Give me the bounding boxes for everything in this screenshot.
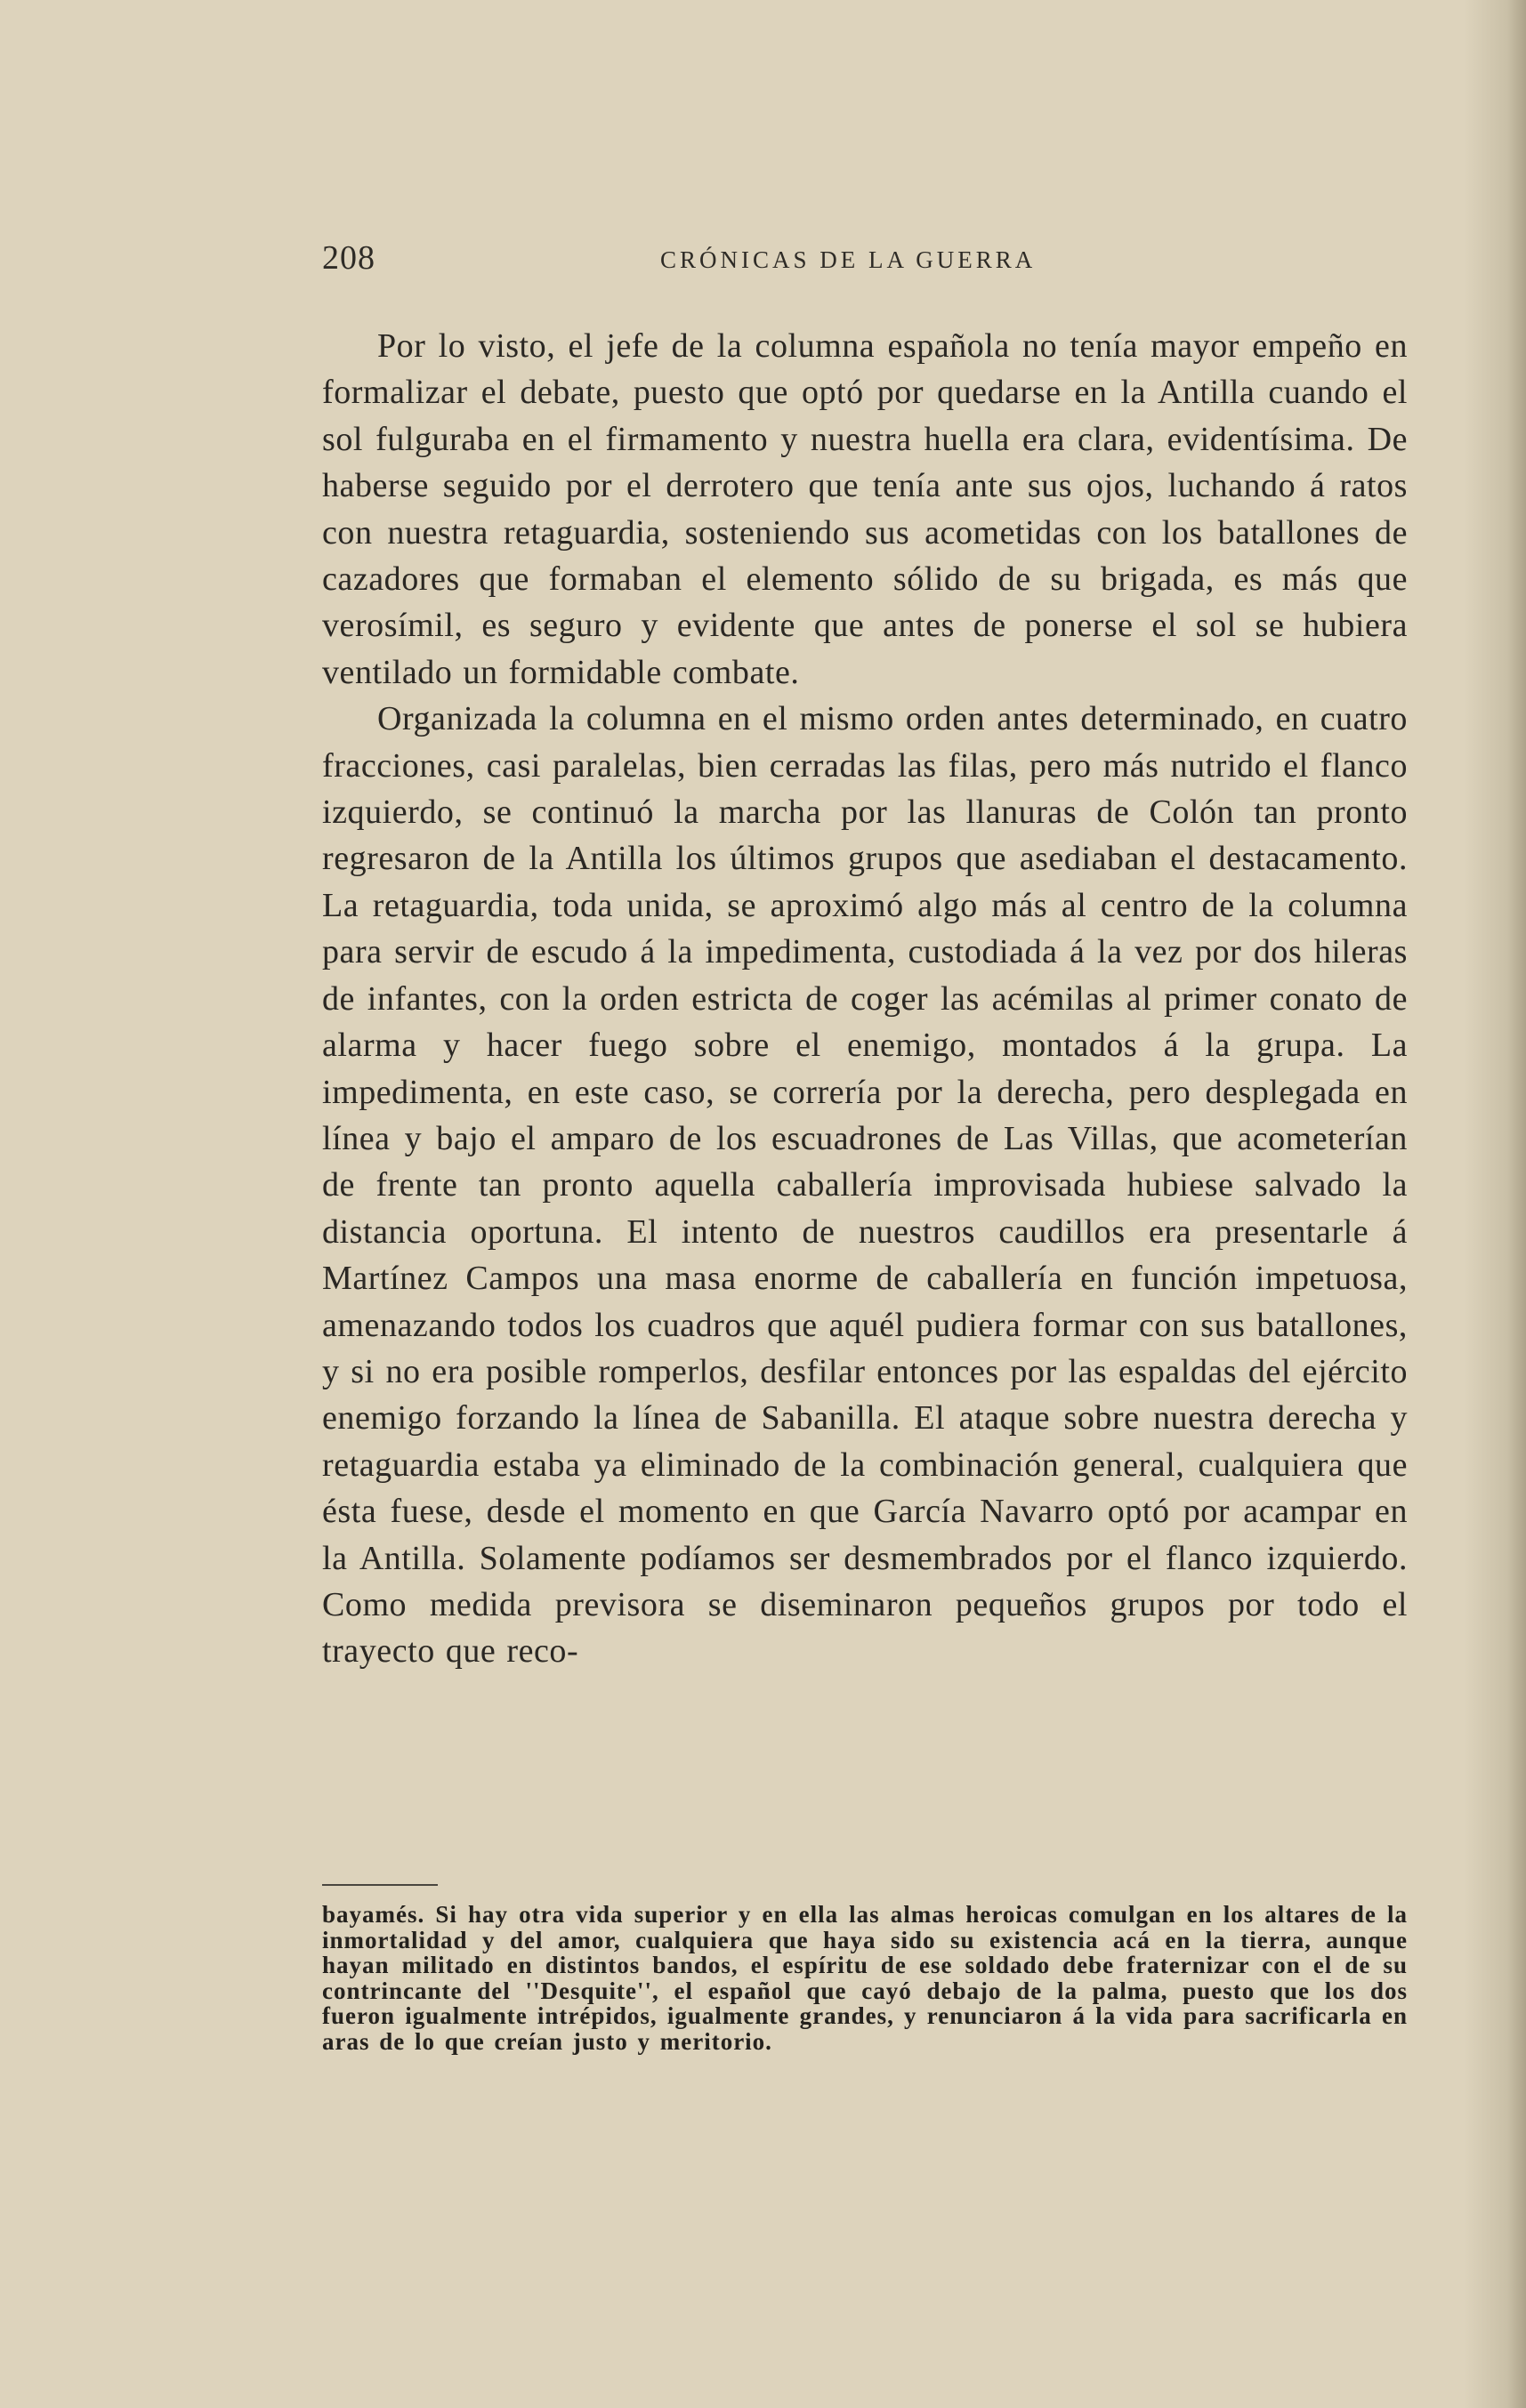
footnote-rule [322, 1884, 438, 1886]
footnote: bayamés. Si hay otra vida superior y en ella las almas heroicas comulgan en los altares de la inmortalidad y del amor, cualquiera que haya sido su existencia acá en la tierra, aunque hayan militado en distintos bandos, el espíritu de ese soldado debe fraternizar con el de su contrincante del ''Desquite'', el español que cayó debajo de la palma, puesto que los dos fueron igualmente intrépidos, igualmente grandes, y renunciaron á la vida para sacrificarla en aras de lo que creían justo y meritorio. [322, 1901, 1408, 2055]
paragraph-1: Por lo visto, el jefe de la columna española no tenía mayor empeño en formalizar el debate, puesto que optó por quedarse en la Antilla cuando el sol fulguraba en el firmamento y nuestra huella era clara, evidentísima. De haberse seguido por el derrotero que tenía ante sus ojos, luchando á ratos con nuestra retaguardia, sosteniendo sus acometidas con los batallones de cazadores que formaban el elemento sólido de su brigada, es más que verosímil, es seguro y evidente que antes de ponerse el sol se hubiera ventilado un formidable combate. [322, 327, 1408, 691]
page-number: 208 [322, 239, 375, 277]
running-head: CRÓNICAS DE LA GUERRA [660, 246, 1037, 273]
body-text [322, 323, 1408, 1675]
paragraph-2: Organizada la columna en el mismo orden antes determinado, en cuatro fracciones, casi paralelas, bien cerradas las filas, pero más nutrido el flanco izquierdo, se continuó la marcha por las llanuras de Colón tan pronto regresaron de la Antilla los últimos grupos que asediaban el destacamento. La retaguardia, toda unida, se aproximó algo más al centro de la columna para servir de escudo á la impedimenta, custodiada á la vez por dos hileras de infantes, con la orden estricta de coger las acémilas al primer conato de alarma y hacer fuego sobre el enemigo, montados á la grupa. La impedimenta, en este caso, se correría por la derecha, pero desplegada en línea y bajo el amparo de los escuadrones de Las Villas, que acometerían de frente tan pronto aquella caballería improvisada hubiese salvado la distancia oportuna. El intento de nuestros caudillos era presentarle á Martínez Campos una masa enorme de caballería en función impetuosa, amenazando todos los cuadros que aquél pudiera formar con sus batallones, y si no era posible romperlos, desfilar entonces por las espaldas del ejército enemigo forzando la línea de Sabanilla. El ataque sobre nuestra derecha y retaguardia estaba ya eliminado de la combinación general, cualquiera que ésta fuese, desde el momento en que García Navarro optó por acampar en la Antilla. Solamente podíamos ser desmembrados por el flanco izquierdo. Como medida previsora se diseminaron pequeños grupos por todo el trayecto que reco- [322, 700, 1408, 1671]
page-edge-shadow [1464, 0, 1526, 2408]
page-header [322, 238, 1417, 283]
